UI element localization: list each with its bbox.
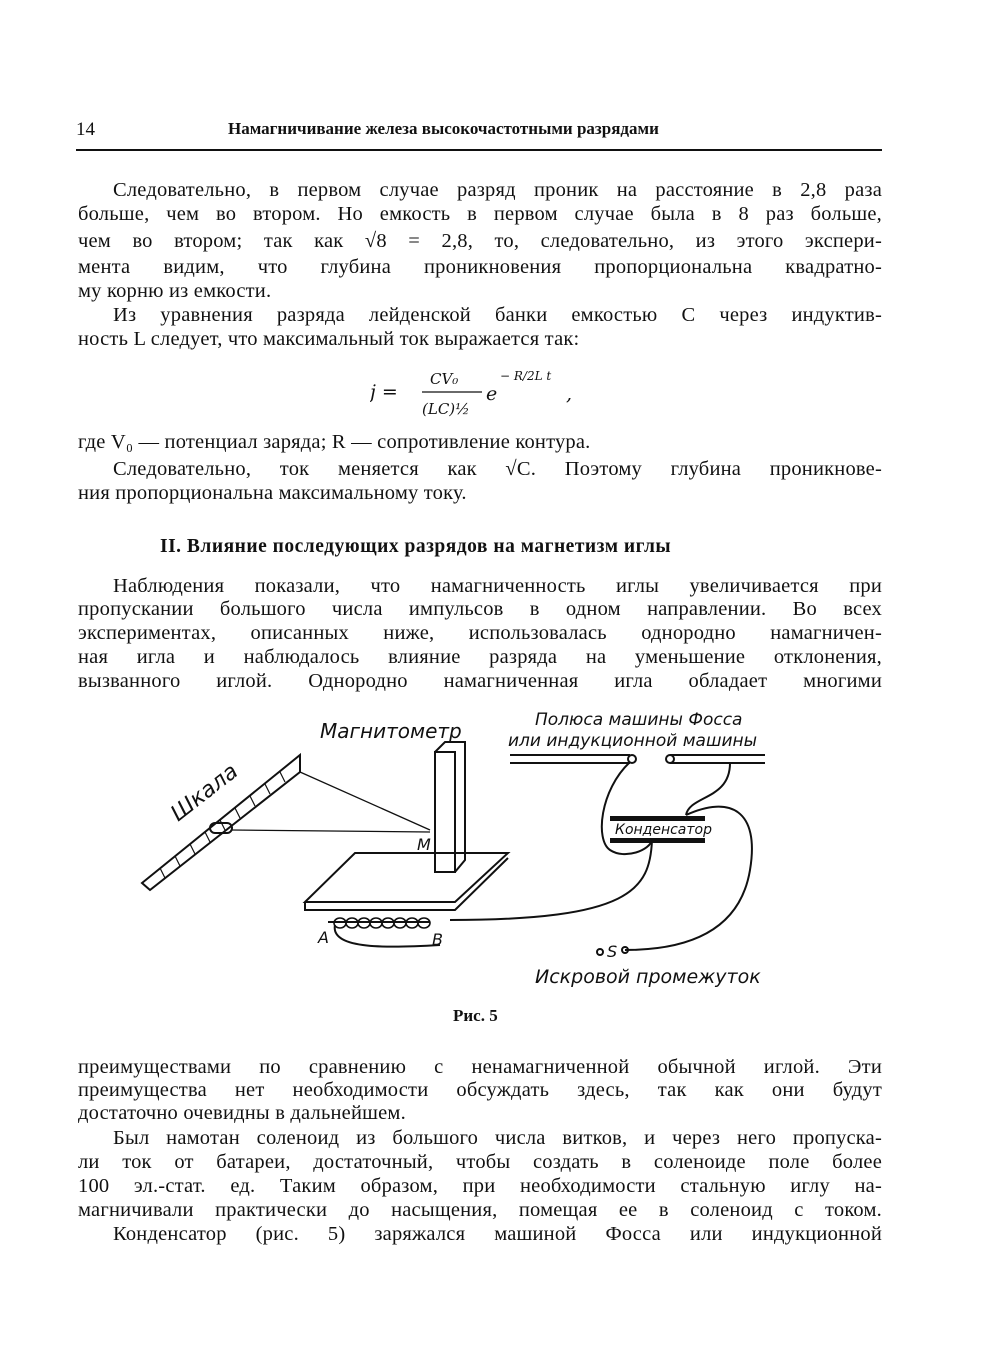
text-line: Следовательно, в первом случае разряд проник на расстояние в 2,8 раза <box>113 179 882 201</box>
text-line: Следовательно, ток меняется как √C. Поэтому глубина проникнове- <box>113 458 882 480</box>
text-line: чем во втором; так как √8 = 2,8, то, следовательно, из этого экспери- <box>78 230 882 252</box>
label-condenser: Конденсатор <box>615 822 712 838</box>
text-line: ность L следует, что максимальный ток выражается так: <box>78 328 580 350</box>
formula-exp-base: e <box>486 383 498 405</box>
label-b: B <box>432 930 443 949</box>
current-formula <box>370 362 610 428</box>
label-spark-gap: Искровой промежуток <box>535 966 761 988</box>
text-line: ли ток от батареи, достаточный, чтобы создать в соленоиде поле более <box>78 1151 882 1173</box>
text-line: преимущества нет необходимости обсуждать здесь, так как они будут <box>78 1079 882 1101</box>
text-line: вызванного иглой. Однородно намагниченная игла обладает многими <box>78 670 882 692</box>
formula-denominator: (LC)½ <box>422 400 470 418</box>
label-poles-line2: или индукционной машины <box>508 731 758 751</box>
text-line: мента видим, что глубина проникновения пропорциональна квадратно- <box>78 256 882 278</box>
text-line: му корню из емкости. <box>78 280 272 302</box>
text-line: Из уравнения разряда лейденской банки емкостью C через индуктив- <box>113 304 882 326</box>
text-line: магничивали практически до насыщения, помещая ее в соленоид с током. <box>78 1199 882 1221</box>
text-line: Наблюдения показали, что намагниченность иглы увеличивается при <box>113 575 882 597</box>
formula-numerator: CV₀ <box>430 370 459 388</box>
figure-5-diagram <box>130 700 830 1000</box>
header-rule <box>76 149 882 151</box>
text-line: экспериментах, описанных ниже, использовалась однородно намагничен- <box>78 622 882 644</box>
formula-graphic <box>370 362 610 422</box>
label-a: A <box>318 928 329 947</box>
page-number: 14 <box>76 119 95 140</box>
label-magnetometer: Магнитометр <box>320 719 462 743</box>
text-line: ния пропорциональна максимальному току. <box>78 482 467 504</box>
section-title: II. Влияние последующих разрядов на магнетизм иглы <box>160 536 672 557</box>
text-line: 100 эл.-стат. ед. Таким образом, при необходимости стальную иглу на- <box>78 1175 882 1197</box>
text-line: где V₀ — потенциал заряда; R — сопротивление контура. <box>78 431 591 453</box>
label-poles-line1: Полюса машины Фосса <box>535 710 743 730</box>
label-s: S <box>607 942 618 961</box>
formula-lhs: j = <box>370 381 398 403</box>
formula-trail: , <box>566 383 573 405</box>
label-m: M <box>417 835 431 854</box>
label-scale: Шкала <box>166 759 244 827</box>
text-line: Конденсатор (рис. 5) заряжался машиной Фосса или индукционной <box>113 1223 882 1245</box>
text-line: Был намотан соленоид из большого числа витков, и через него пропуска- <box>113 1127 882 1149</box>
text-line: ная игла и наблюдалось влияние разряда на уменьшение отклонения, <box>78 646 882 668</box>
text-line: пропускании большого числа импульсов в одном направлении. Во всех <box>78 598 882 620</box>
text-line: больше, чем во втором. Но емкость в первом случае была в 8 раз больше, <box>78 203 882 225</box>
formula-exponent: − R/2L t <box>500 369 552 383</box>
text-line: преимуществами по сравнению с ненамагниченной обычной иглой. Эти <box>78 1056 882 1078</box>
running-title: Намагничивание железа высокочастотными разрядами <box>228 119 659 138</box>
figure-caption: Рис. 5 <box>453 1006 498 1025</box>
text-line: достаточно очевидны в дальнейшем. <box>78 1102 406 1124</box>
